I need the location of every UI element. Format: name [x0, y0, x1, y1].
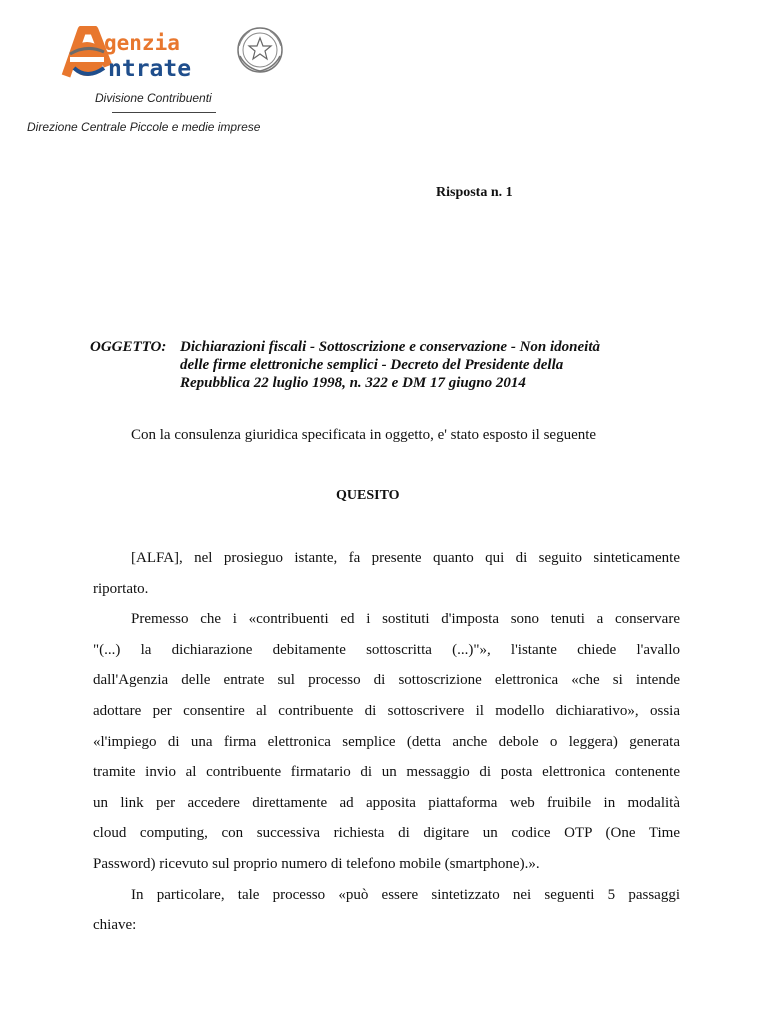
- body-line: riportato.: [93, 580, 149, 597]
- direction-label: Direzione Centrale Piccole e medie imprese: [27, 120, 261, 134]
- body-line: cloud computing, con successiva richiesta di digitare un codice OTP (One Time: [93, 825, 680, 842]
- subject-line-3: Repubblica 22 luglio 1998, n. 322 e DM 17 giugno 2014: [180, 375, 526, 391]
- body-line: adottare per consentire al contribuente di sottoscrivere il modello dichiarativo», ossia: [93, 702, 680, 719]
- logo-mark: [60, 26, 290, 82]
- logo-text-line1: genzia: [104, 31, 180, 55]
- response-number: Risposta n. 1: [436, 185, 513, 200]
- body-line: dall'Agenzia delle entrate sul processo di sottoscrizione elettronica «che si intende: [93, 672, 680, 689]
- body-line: "(...) la dichiarazione debitamente sottoscritta (...)"», l'istante chiede l'avallo: [93, 641, 680, 658]
- body-line: Password) ricevuto sul proprio numero di telefono mobile (smartphone).».: [93, 855, 540, 872]
- subject-line-1: Dichiarazioni fiscali - Sottoscrizione e conservazione - Non idoneità: [180, 339, 601, 355]
- body-line: tramite invio al contribuente firmatario di un messaggio di posta elettronica contenente: [93, 764, 680, 781]
- division-label: Divisione Contribuenti: [95, 91, 212, 105]
- subject-label: OGGETTO:: [90, 339, 167, 355]
- logo-text-line2: ntrate: [108, 56, 192, 82]
- body-line: [ALFA], nel prosieguo istante, fa presente quanto qui di seguito sinteticamente: [131, 550, 680, 566]
- section-heading-quesito: QUESITO: [336, 488, 400, 503]
- body-line: chiave:: [93, 917, 137, 934]
- subject-line-2: delle firme elettroniche semplici - Decreto del Presidente della: [180, 357, 564, 373]
- body-line: un link per accedere direttamente ad apposita piattaforma web fruibile in modalità: [93, 794, 680, 811]
- intro-paragraph: Con la consulenza giuridica specificata in oggetto, e' stato esposto il seguente: [131, 427, 597, 443]
- emblem-icon: [238, 28, 282, 72]
- agenzia-entrate-logo: [60, 26, 290, 82]
- body-line: Premesso che i «contribuenti ed i sostituti d'imposta sono tenuti a conservare: [131, 611, 680, 628]
- subject-block: [90, 338, 690, 392]
- body-line: In particolare, tale processo «può essere sintetizzato nei seguenti 5 passaggi: [131, 886, 680, 903]
- body-line: «l'impiego di una firma elettronica semplice (detta anche debole o leggera) generata: [93, 733, 680, 750]
- quesito-body: [93, 543, 680, 941]
- header-divider: [112, 112, 216, 113]
